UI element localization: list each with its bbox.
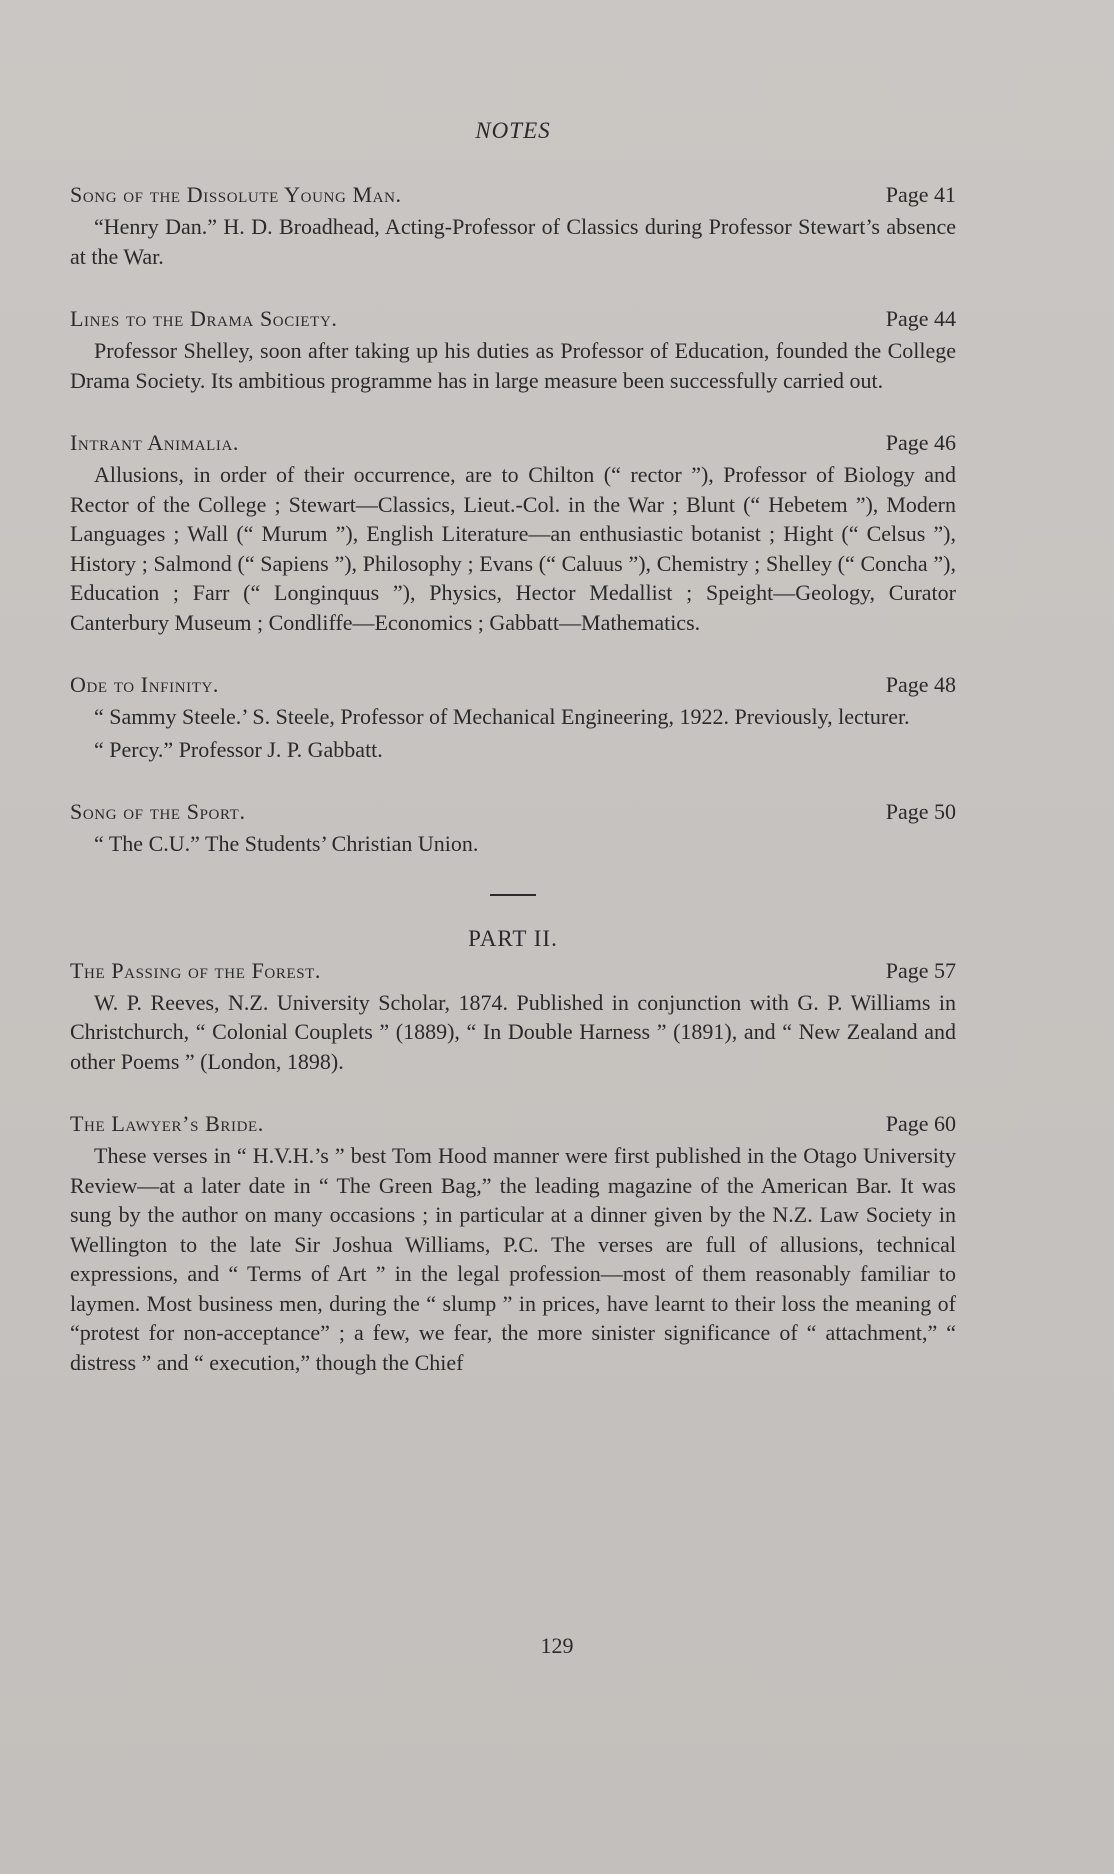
entry-header [70,1111,956,1137]
note-paragraph: W. P. Reeves, N.Z. University Scholar, 1874. Published in conjunction with G. P. Williams in Christchurch, “ Colonial Couplets ” (1889), “ In Double Harness ” (1891), and “ New Zealand and other Poems ” (London, 1898). [70,989,956,1074]
entry-title: Ode to Infinity. [70,672,220,697]
entry-title: Lines to the Drama Society. [70,306,338,331]
note-paragraph: “ Percy.” Professor J. P. Gabbatt. [94,736,383,762]
note-entry-intrant-animalia [70,430,956,637]
entry-page-ref: Page 48 [885,672,956,697]
running-head: NOTES [475,118,551,143]
entry-header [70,182,956,208]
note-entry-ode-to-infinity [70,672,956,764]
entry-title: Intrant Animalia. [70,430,240,455]
part-heading: PART II. [468,925,558,951]
text-block [70,118,956,1412]
note-entry-song-dissolute-young-man [70,182,956,271]
page-number: 129 [540,1633,574,1658]
note-entry-passing-of-the-forest [70,958,956,1077]
entry-header [70,799,956,825]
note-paragraph: “ The C.U.” The Students’ Christian Union. [94,831,479,856]
entry-title: The Lawyer’s Bride. [70,1111,264,1136]
entry-title: Song of the Sport. [70,799,246,824]
entry-page-ref: Page 44 [885,306,956,331]
entry-page-ref: Page 57 [885,957,956,983]
entry-header [70,672,956,698]
entry-header [70,306,956,332]
entry-header [70,958,956,984]
note-paragraph: “Henry Dan.” H. D. Broadhead, Acting-Professor of Classics during Professor Stewart’s absence at the War. [70,214,956,269]
entry-title: Song of the Dissolute Young Man. [70,182,402,207]
entry-page-ref: Page 50 [885,799,956,824]
note-paragraph: “ Sammy Steele.’ S. Steele, Professor of Mechanical Engineering, 1922. Previously, lecturer. [94,704,910,729]
entry-header [70,430,956,456]
note-paragraph: Professor Shelley, soon after taking up his duties as Professor of Education, founded the College Drama Society. Its ambitious programme has in large measure been successfully carried out. [70,338,956,393]
note-entry-lines-drama-society [70,306,956,395]
section-divider [490,894,536,896]
entry-page-ref: Page 60 [885,1111,956,1136]
entry-page-ref: Page 46 [885,430,956,455]
note-paragraph: Allusions, in order of their occurrence, are to Chilton (“ rector ”), Professor of Biology and Rector of the College ; Stewart—Classics, Lieut.-Col. in the War ; Blunt (“ Hebetem ”), Modern Languages ; Wall (“ Murum ”), English Literature—an enthusiastic botanist ; Hight (“ Celsus ”), History ; Salmond (“ Sapiens ”), Philosophy ; Evans (“ Caluus ”), Chemistry ; Shelley (“ Concha ”), Education ; Farr (“ Longinquus ”), Physics, Hector Medallist ; Speight—Geology, Curator Canterbury Museum ; Condliffe—Economics ; Gabbatt—Mathematics. [70,462,956,635]
note-entry-lawyers-bride [70,1111,956,1377]
entry-page-ref: Page 41 [885,182,956,207]
note-entry-song-of-the-sport [70,799,956,859]
entry-title: The Passing of the Forest. [70,957,322,983]
note-paragraph: These verses in “ H.V.H.’s ” best Tom Hood manner were first published in the Otago University Review—at a later date in “ The Green Bag,” the leading magazine of the American Bar. It was sung by the author on many occasions ; in particular at a dinner given by the N.Z. Law Society in Wellington to the late Sir Joshua Williams, P.C. The verses are full of allusions, technical expressions, and “ Terms of Art ” in the legal profession—most of them reasonably familiar to laymen. Most business men, during the “ slump ” in prices, have learnt to their loss the meaning of “protest for non-acceptance” ; a few, we fear, the more sinister significance of “ attachment,” “ distress ” and “ execution,” though the Chief [70,1143,956,1375]
